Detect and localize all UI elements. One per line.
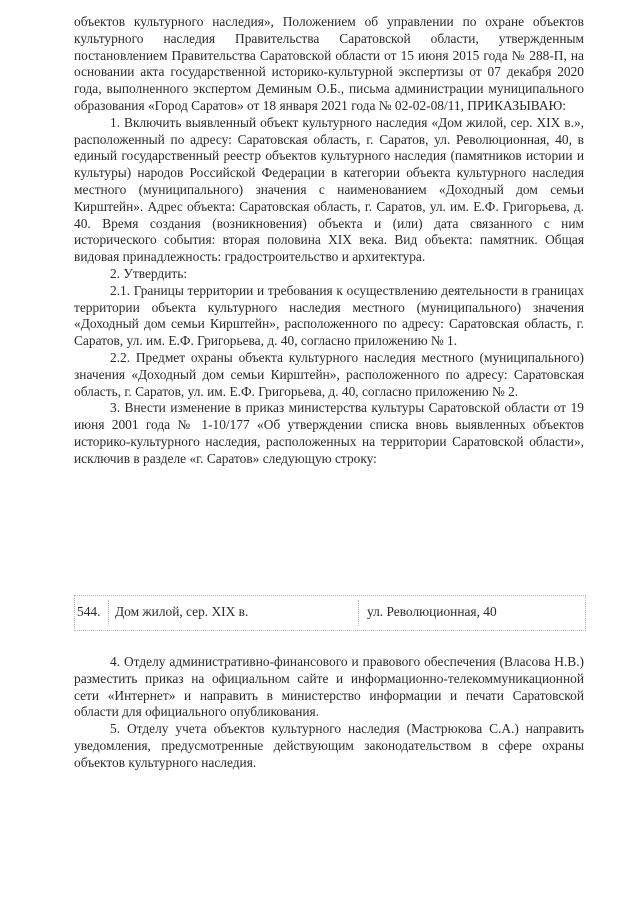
- paragraph-item-2-2: 2.2. Предмет охраны объекта культурного наследия местного (муниципального) значения «Доходный дом семьи Кирштейн», расположенного по адресу: Саратовская область, г. Саратов, ул. им. Е.Ф. Григорьева, д. 40, согласно приложению № 2.: [74, 349, 584, 399]
- row-address: ул. Революционная, 40: [367, 604, 497, 619]
- paragraph-item-1: 1. Включить выявленный объект культурного наследия «Дом жилой, сер. XIX в.», расположенный по адресу: Саратовская область, г. Саратов, ул. Революционная, 40, в единый государственный реестр объектов культурного наследия (памятников истории и культуры) народов Российской Федерации в категории объекта культурного наследия местного (муниципального) значения с наименованием «Доходный дом семьи Кирштейн». Адрес объекта: Саратовская область, г. Саратов, ул. им. Е.Ф. Григорьева, д. 40. Время создания (возникновения) объекта и (или) дата связанного с ним исторического события: вторая половина XIX века. Вид объекта: памятник. Общая видовая принадлежность: градостроительство и архитектура.: [74, 114, 584, 265]
- document-body-top: [74, 14, 584, 468]
- paragraph-intro: объектов культурного наследия», Положением об управлении по охране объектов культурного наследия Правительства Саратовской области, утвержденным постановлением Правительства Саратовской области от 15 июня 2015 года № 288-П, на основании акта государственной историко-культурной экспертизы от 07 декабря 2020 года, выполненного экспертом Деминым О.Б., письма администрации муниципального образования «Город Саратов» от 18 января 2021 года № 02-02-08/11, ПРИКАЗЫВАЮ:: [74, 14, 584, 113]
- table-divider: [358, 600, 359, 626]
- document-body-bottom: [74, 654, 584, 772]
- paragraph-item-2: 2. Утвердить:: [110, 265, 188, 281]
- table-divider: [108, 600, 109, 626]
- paragraph-item-2-1: 2.1. Границы территории и требования к осуществлению деятельности в границах территории объекта культурного наследия местного (муниципального) значения «Доходный дом семьи Кирштейн», расположенного по адресу: Саратовская область, г. Саратов, ул. им. Е.Ф. Григорьева, д. 40, согласно приложению № 1.: [74, 282, 584, 349]
- excluded-row-table: [74, 595, 586, 631]
- row-object-name: Дом жилой, сер. XIX в.: [115, 604, 249, 619]
- paragraph-item-5: 5. Отделу учета объектов культурного наследия (Мастрюкова С.А.) направить уведомления, предусмотренные действующим законодательством в сфере охраны объектов культурного наследия.: [74, 721, 584, 770]
- row-number: 544.: [77, 604, 101, 619]
- paragraph-item-3: 3. Внести изменение в приказ министерства культуры Саратовской области от 19 июня 2001 года № 1-10/177 «Об утверждении списка вновь выявленных объектов историко-культурного наследия, расположенных на территории Саратовской области», исключив в разделе «г. Саратов» следующую строку:: [74, 400, 584, 466]
- paragraph-item-4: 4. Отделу административно-финансового и правового обеспечения (Власова Н.В.) разместить приказ на официальном сайте и информационно-телекоммуникационной сети «Интернет» и направить в министерство информации и печати Саратовской области для официального опубликования.: [74, 654, 584, 720]
